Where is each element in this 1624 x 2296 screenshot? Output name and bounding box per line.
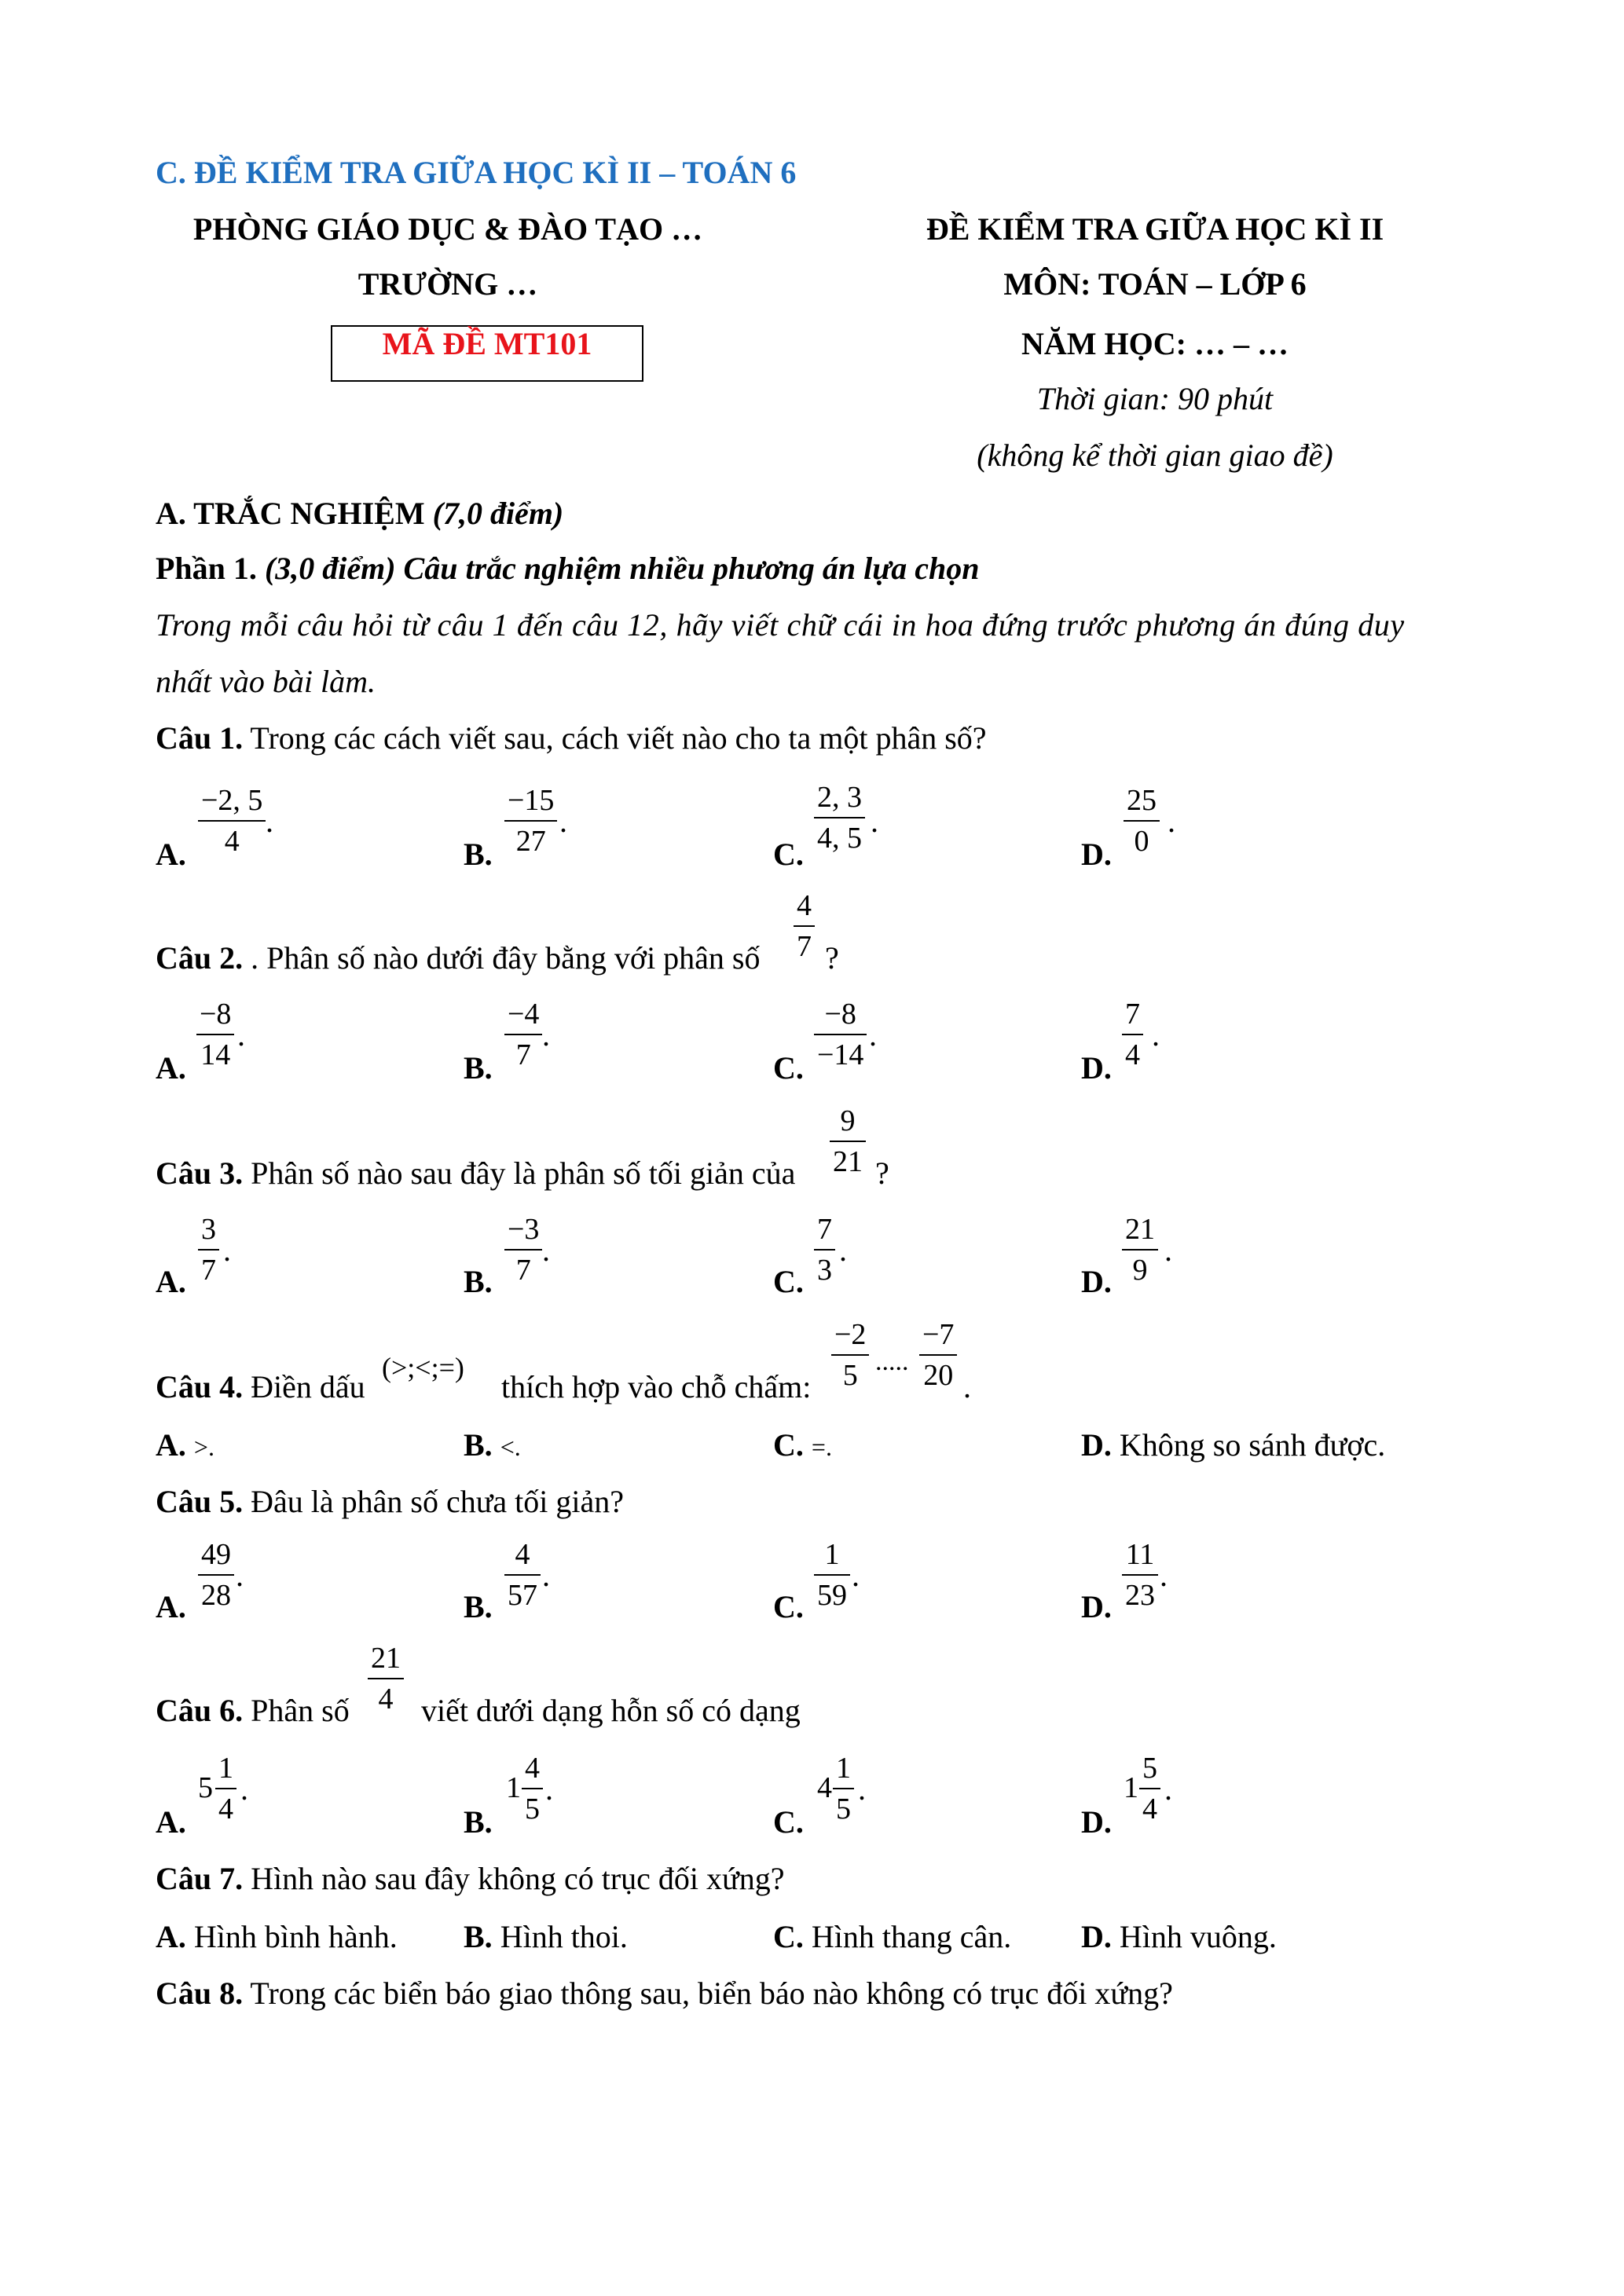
part1-label: Phần 1. <box>156 551 257 586</box>
q1-option-b-fraction: −15 27 <box>504 785 557 856</box>
q2-option-d-letter: D. <box>1081 1050 1112 1086</box>
q6-option-a-whole: 5 <box>198 1771 213 1804</box>
q2-option-a-letter: A. <box>156 1050 186 1086</box>
header-time-note: (không kể thời gian giao đề) <box>977 438 1333 473</box>
q3-option-b-letter: B. <box>464 1264 493 1299</box>
q2-option-b-letter: B. <box>464 1050 493 1086</box>
q6-option-c-fraction: 1 5 <box>833 1753 854 1824</box>
question-4-text-1: Điền dấu <box>251 1369 365 1404</box>
question-8-label: Câu 8. <box>156 1976 244 2011</box>
q6-option-c-whole: 4 <box>817 1771 832 1804</box>
q3-option-b-fraction: −3 7 <box>504 1214 542 1285</box>
q4-option-b: B. <. <box>464 1427 521 1463</box>
q7-option-c: C. Hình thang cân. <box>773 1919 1012 1954</box>
exam-code: MÃ ĐỀ MT101 <box>382 326 592 361</box>
q4-fraction-1: −2 5 <box>831 1320 869 1390</box>
part-a-heading <box>156 495 563 533</box>
question-6-text-1: Phân số <box>251 1693 350 1728</box>
q2-option-c-fraction: −8 −14 <box>814 999 867 1070</box>
instruction-line-1: Trong mỗi câu hỏi từ câu 1 đến câu 12, hãy viết chữ cái in hoa đứng trước phương án đúng duy <box>156 607 1405 643</box>
question-3-end: ? <box>875 1155 889 1191</box>
q3-option-d-letter: D. <box>1081 1264 1112 1299</box>
question-1 <box>156 720 987 757</box>
q2-reference-fraction: 4 7 <box>794 891 815 961</box>
q3-option-c-fraction: 7 3 <box>814 1214 835 1285</box>
q4-dots: ..... <box>875 1347 909 1376</box>
q3-option-a-letter: A. <box>156 1264 186 1299</box>
q4-option-a: A. >. <box>156 1427 214 1463</box>
question-7 <box>156 1860 784 1898</box>
q4-signs: (>;<;=) <box>382 1352 464 1383</box>
q5-option-c-letter: C. <box>773 1589 804 1624</box>
part1-desc: (3,0 điểm) Câu trắc nghiệm nhiều phương án lựa chọn <box>264 551 980 586</box>
q6-option-d-fraction: 5 4 <box>1139 1753 1160 1824</box>
q2-option-b-fraction: −4 7 <box>504 999 542 1070</box>
question-7-text: Hình nào sau đây không có trục đối xứng? <box>251 1861 785 1896</box>
q7-option-b: B. Hình thoi. <box>464 1919 628 1954</box>
q7-option-d: D. Hình vuông. <box>1081 1919 1277 1954</box>
q2-option-a-fraction: −8 14 <box>196 999 234 1070</box>
question-2-label: Câu 2. <box>156 940 244 976</box>
q3-reference-fraction: 9 21 <box>830 1106 866 1177</box>
question-2-text: . Phân số nào dưới đây bằng với phân số <box>251 940 761 976</box>
q5-option-a-fraction: 49 28 <box>198 1540 234 1610</box>
q5-option-d-fraction: 11 23 <box>1122 1540 1158 1610</box>
q1-option-a-letter: A. <box>156 837 186 872</box>
question-2-end: ? <box>825 940 839 976</box>
q6-reference-fraction: 21 4 <box>368 1643 404 1714</box>
question-3-text: Phân số nào sau đây là phân số tối giản của <box>251 1155 796 1191</box>
header-exam-title: ĐỀ KIỂM TRA GIỮA HỌC KÌ II <box>926 211 1384 247</box>
question-6-label: Câu 6. <box>156 1693 244 1728</box>
question-6 <box>156 1692 350 1730</box>
q3-option-c-letter: C. <box>773 1264 804 1299</box>
q1-option-c-fraction: 2, 3 4, 5 <box>814 782 865 853</box>
instruction-line-2: nhất vào bài làm. <box>156 664 376 699</box>
q4-option-d: D. Không so sánh được. <box>1081 1427 1386 1463</box>
q7-option-a: A. Hình bình hành. <box>156 1919 398 1954</box>
q6-option-b-fraction: 4 5 <box>522 1753 543 1824</box>
question-8 <box>156 1975 1173 2012</box>
question-7-label: Câu 7. <box>156 1861 244 1896</box>
question-3 <box>156 1155 795 1192</box>
q4-option-c: C. =. <box>773 1427 832 1463</box>
q5-option-d-letter: D. <box>1081 1589 1112 1624</box>
question-6-text-2: viết dưới dạng hỗn số có dạng <box>421 1693 801 1728</box>
q3-option-a-fraction: 3 7 <box>198 1214 219 1285</box>
q6-option-b-whole: 1 <box>506 1771 521 1804</box>
question-3-label: Câu 3. <box>156 1155 244 1191</box>
question-5 <box>156 1483 624 1521</box>
q5-option-a-letter: A. <box>156 1589 186 1624</box>
q6-option-a-fraction: 1 4 <box>215 1753 236 1824</box>
q3-option-d-fraction: 21 9 <box>1122 1214 1158 1285</box>
question-4 <box>156 1368 365 1406</box>
q6-option-b-letter: B. <box>464 1804 493 1840</box>
question-4-label: Câu 4. <box>156 1369 244 1404</box>
q5-option-c-fraction: 1 59 <box>814 1540 850 1610</box>
question-5-text: Đâu là phân số chưa tối giản? <box>251 1484 625 1519</box>
q1-option-d-letter: D. <box>1081 837 1112 872</box>
q2-option-d-fraction: 7 4 <box>1122 999 1143 1070</box>
q1-option-d-fraction: 25 0 <box>1124 785 1160 856</box>
q1-option-a-fraction: −2, 5 4 <box>198 785 266 856</box>
q4-fraction-2: −7 20 <box>919 1320 957 1390</box>
header-subject: MÔN: TOÁN – LỚP 6 <box>1003 266 1307 302</box>
part-a-points: (7,0 điểm) <box>432 496 564 531</box>
q5-option-b-fraction: 4 57 <box>504 1540 541 1610</box>
question-1-label: Câu 1. <box>156 720 244 756</box>
header-time: Thời gian: 90 phút <box>1036 381 1274 416</box>
q6-option-c-letter: C. <box>773 1804 804 1840</box>
question-8-text: Trong các biển báo giao thông sau, biển báo nào không có trục đối xứng? <box>250 1976 1173 2011</box>
question-4-text-2: thích hợp vào chỗ chấm: <box>501 1369 812 1404</box>
section-title: C. ĐỀ KIỂM TRA GIỮA HỌC KÌ II – TOÁN 6 <box>156 155 797 190</box>
header-school: TRƯỜNG … <box>357 266 538 302</box>
q1-option-c-letter: C. <box>773 837 804 872</box>
q6-option-d-letter: D. <box>1081 1804 1112 1840</box>
q5-option-b-letter: B. <box>464 1589 493 1624</box>
question-1-text: Trong các cách viết sau, cách viết nào cho ta một phân số? <box>250 720 987 756</box>
q6-option-d-whole: 1 <box>1124 1771 1138 1804</box>
question-2 <box>156 939 761 977</box>
q1-option-b-letter: B. <box>464 837 493 872</box>
header-department: PHÒNG GIÁO DỤC & ĐÀO TẠO … <box>192 211 703 247</box>
q6-option-a-letter: A. <box>156 1804 186 1840</box>
header-school-year: NĂM HỌC: … – … <box>1021 326 1289 361</box>
part1-heading <box>156 550 980 588</box>
q2-option-c-letter: C. <box>773 1050 804 1086</box>
question-5-label: Câu 5. <box>156 1484 244 1519</box>
part-a-title: A. TRẮC NGHIỆM <box>156 496 425 531</box>
